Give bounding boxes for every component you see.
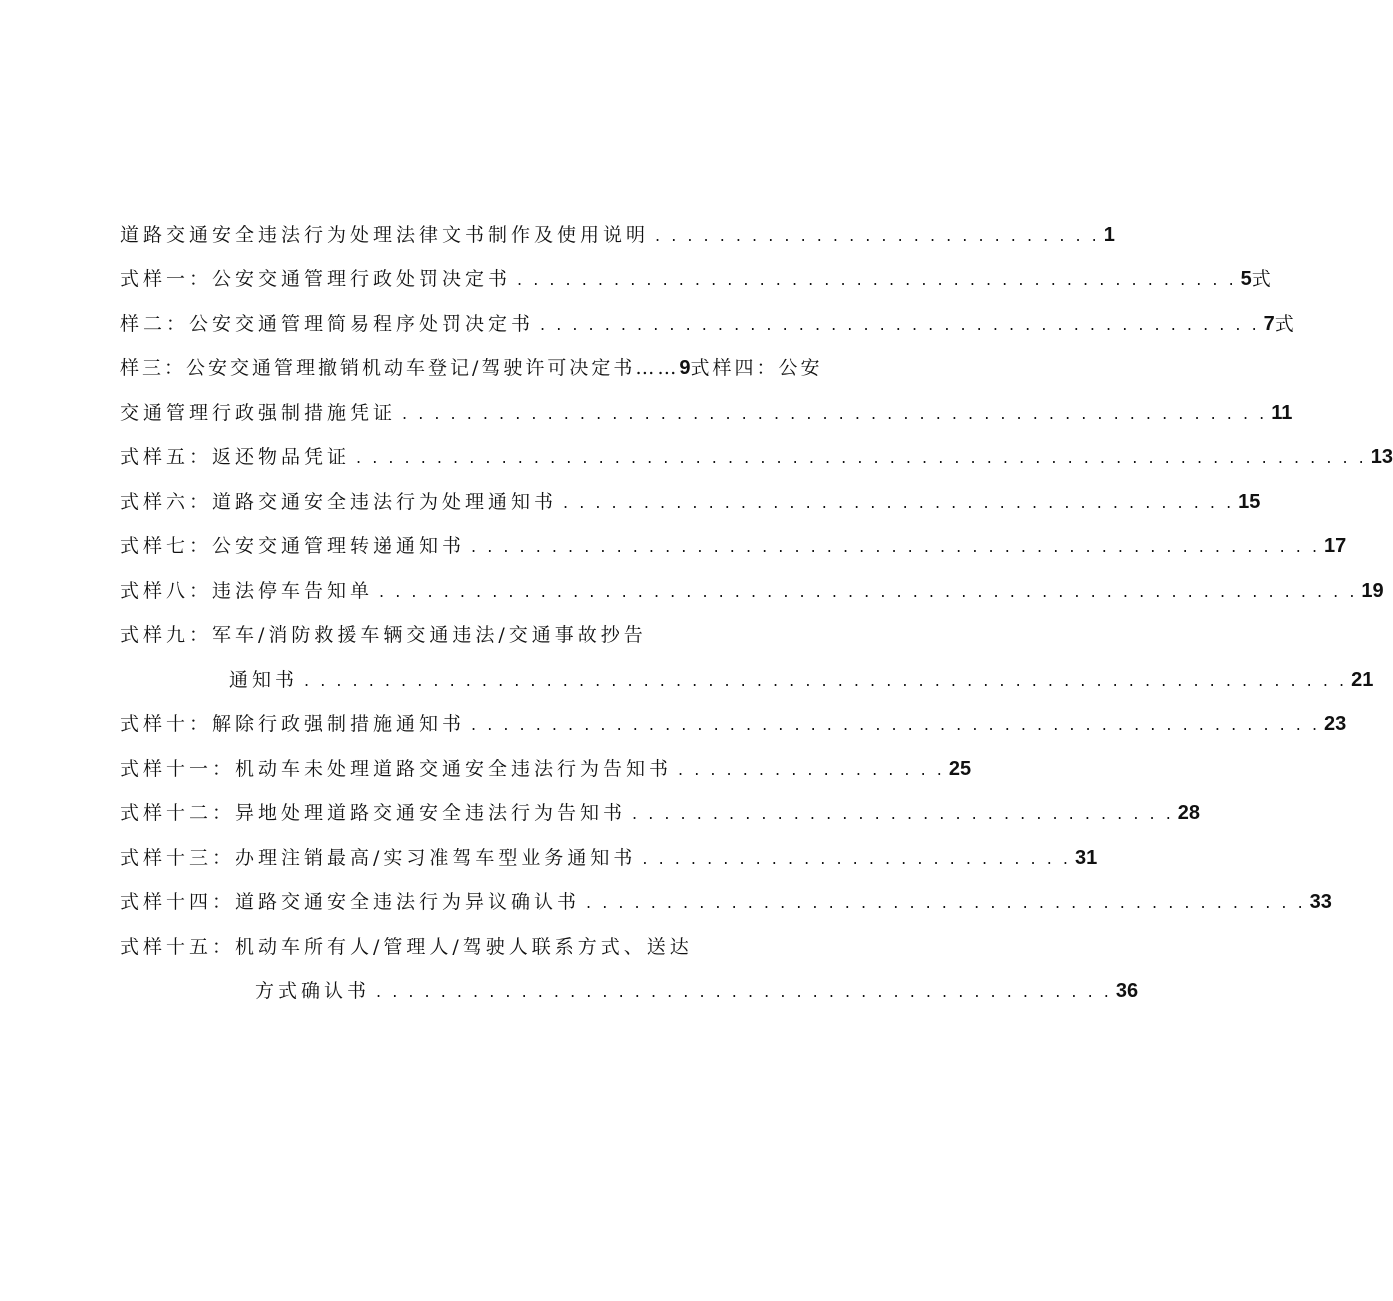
toc-entry-title: 式样五：返还物品凭证 (120, 446, 351, 468)
leader-dots: . . . . . . . . . . . . . . . . . . . . . . . . . . . . . . . . . . . . . . . . . . . . . . . . . . . . . . . . . . . . . . . . . (304, 671, 1348, 690)
toc-entry-sample-7[interactable] (120, 531, 1347, 561)
leader-dots: . . . . . . . . . . . . . . . . . . . . . . . . . . . . . . . . . . . . . . . . . . . . . . . . . . . . . (471, 537, 1321, 556)
toc-entry-title: 式样十一：机动车未处理道路交通安全违法行为告知书 (120, 758, 673, 780)
toc-page-number: 5 (1240, 268, 1252, 290)
toc-entry-sample-6[interactable] (120, 487, 1261, 517)
toc-page-number: 11 (1271, 402, 1293, 424)
toc-entry-title: 式样七：公安交通管理转递通知书 (120, 535, 466, 557)
toc-entry-title: 道路交通安全违法行为处理法律文书制作及使用说明 (120, 224, 650, 246)
toc-entry-sample-15-cont[interactable] (255, 976, 1139, 1006)
leader-dots: . . . . . . . . . . . . . . . . . . . . . . . . . . . (642, 849, 1071, 868)
toc-page-number: 7 (1263, 313, 1275, 335)
toc-entry-title: 式样十三：办理注销最高/实习准驾车型业务通知书 (120, 847, 637, 869)
toc-page-number: 23 (1324, 713, 1347, 735)
toc-page-number: 25 (948, 758, 972, 780)
leader-dots: . . . . . . . . . . . . . . . . . . . . . . . . . . . . . . . . . . . . . . . . . . . . . . . . . . . . . . (402, 404, 1268, 423)
toc-entry-sample-9-cont[interactable] (229, 665, 1374, 695)
toc-page-number: 17 (1324, 535, 1347, 557)
leader-dots: . . . . . . . . . . . . . . . . . (678, 760, 945, 779)
leader-dots: . . . . . . . . . . . . . . . . . . . . . . . . . . . . . . . . . . . . . . . . . . (563, 493, 1235, 512)
toc-entry-title: 式样十五：机动车所有人/管理人/驾驶人联系方式、送达 (120, 936, 693, 958)
toc-page-number: 21 (1351, 669, 1374, 691)
toc-entry-title: 通知书 (229, 669, 299, 691)
toc-page-number: 28 (1177, 802, 1201, 824)
toc-entry-sample-4[interactable] (120, 398, 1293, 428)
leader-dots: . . . . . . . . . . . . . . . . . . . . . . . . . . . . . . . . . . . . . . . . . . . . . (517, 270, 1237, 289)
toc-entry-title: 交通管理行政强制措施凭证 (120, 402, 397, 424)
toc-entry-title: 方式确认书 (255, 980, 371, 1002)
toc-page-number: 31 (1074, 847, 1098, 869)
toc-entry-title: 式样六：道路交通安全违法行为处理通知书 (120, 491, 558, 513)
toc-page-number: 13 (1370, 446, 1393, 468)
toc-entry-sample-12[interactable] (120, 798, 1201, 828)
toc-entry-sample-14[interactable] (120, 887, 1332, 917)
leader-dots: . . . . . . . . . . . . . . . . . . . . . . . . . . . . . . . . . . . . . . . . . . . . . . . . . . . . . . . . . . . . . (379, 582, 1358, 601)
toc-entry-usage-notes[interactable] (120, 220, 1115, 250)
toc-wrapped-text: 式 (1251, 268, 1271, 290)
toc-entry-title: 式样十：解除行政强制措施通知书 (120, 713, 466, 735)
toc-page-number: 1 (1103, 224, 1115, 246)
toc-entry-title: 式样十二：异地处理道路交通安全违法行为告知书 (120, 802, 627, 824)
toc-page-number: 15 (1238, 491, 1261, 513)
toc-entry-title-next: 式样四：公安 (690, 357, 823, 379)
leader-dots: . . . . . . . . . . . . . . . . . . . . . . . . . . . . . . . . . . . . . . . . . . . . . (540, 315, 1260, 334)
leader-dots: . . . . . . . . . . . . . . . . . . . . . . . . . . . . . . . . . . . . . . . . . . . . . . (376, 982, 1112, 1001)
toc-entry-title: 式样九：军车/消防救援车辆交通违法/交通事故抄告 (120, 624, 647, 646)
toc-entry-sample-5[interactable] (120, 442, 1393, 472)
toc-page-number: 36 (1115, 980, 1139, 1002)
toc-entry-title: 式样八：违法停车告知单 (120, 580, 374, 602)
leader-dots: . . . . . . . . . . . . . . . . . . . . . . . . . . . . (655, 226, 1100, 245)
toc-page-number: 19 (1361, 580, 1384, 602)
leader-dots: . . . . . . . . . . . . . . . . . . . . . . . . . . . . . . . . . . . . . . . . . . . . . (586, 893, 1306, 912)
toc-wrapped-text: 式 (1274, 313, 1294, 335)
toc-entry-title: 式样十四：道路交通安全违法行为异议确认书 (120, 891, 581, 913)
leader-dots: . . . . . . . . . . . . . . . . . . . . . . . . . . . . . . . . . . (632, 804, 1174, 823)
toc-entry-sample-8[interactable] (120, 576, 1384, 606)
toc-entry-sample-2[interactable] (120, 309, 1294, 339)
toc-entry-title: 式样一：公安交通管理行政处罚决定书 (120, 268, 512, 290)
leader-dots: . . . . . . . . . . . . . . . . . . . . . . . . . . . . . . . . . . . . . . . . . . . . . . . . . . . . . (471, 715, 1321, 734)
toc-page-number: 33 (1309, 891, 1332, 913)
toc-entry-title: 样三：公安交通管理撤销机动车登记/驾驶许可决定书…… (120, 357, 680, 379)
toc-entry-sample-10[interactable] (120, 709, 1347, 739)
leader-dots: . . . . . . . . . . . . . . . . . . . . . . . . . . . . . . . . . . . . . . . . . . . . . . . . . . . . . . . . . . . . . . . (356, 448, 1367, 467)
toc-entry-sample-13[interactable] (120, 843, 1098, 873)
toc-page-number: 9 (679, 357, 691, 379)
toc-entry-sample-3[interactable] (120, 353, 823, 383)
toc-entry-sample-1[interactable] (120, 264, 1271, 294)
toc-entry-sample-11[interactable] (120, 754, 972, 784)
toc-entry-sample-15[interactable] (120, 932, 720, 962)
toc-entry-sample-9[interactable] (120, 620, 680, 650)
toc-entry-title: 样二：公安交通管理简易程序处罚决定书 (120, 313, 535, 335)
